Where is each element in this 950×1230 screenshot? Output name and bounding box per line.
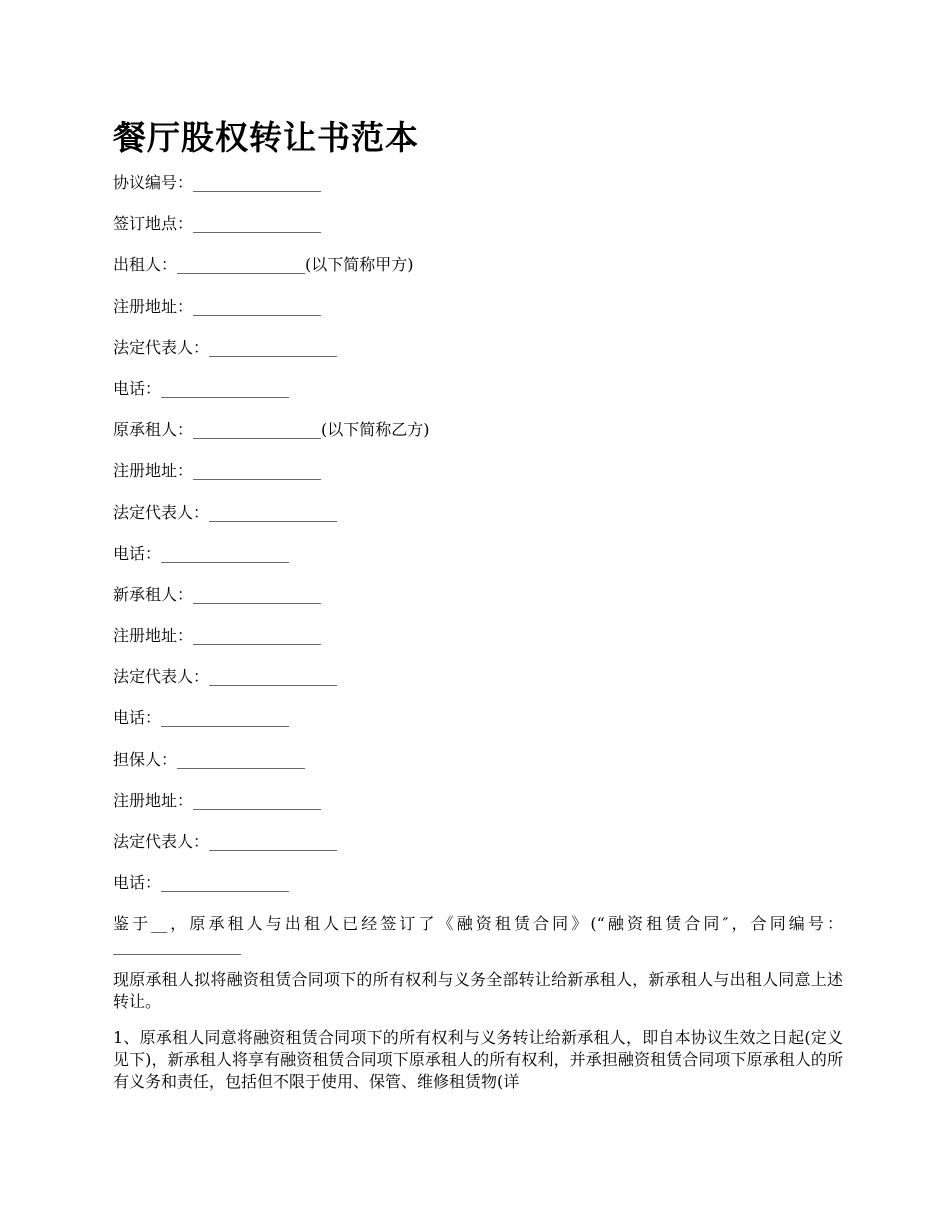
field-blank: ________________ — [193, 173, 322, 192]
field-label: 法定代表人： — [113, 337, 210, 357]
field-label: 法定代表人： — [113, 667, 210, 687]
field-blank: ________________ — [177, 749, 306, 769]
field-label: 电话： — [113, 378, 162, 398]
field-label: 新承租人： — [113, 584, 194, 604]
field-blank: ________________ — [193, 296, 322, 316]
field-original-lessee-representative — [113, 502, 843, 524]
field-blank: ________________ — [209, 502, 338, 522]
field-lessor-phone — [113, 378, 843, 400]
field-suffix: (以下简称乙方) — [321, 420, 430, 440]
field-guarantor-address — [113, 790, 843, 812]
field-blank: ________________ — [209, 667, 338, 687]
field-label: 担保人： — [113, 749, 178, 769]
field-lessor-address — [113, 296, 843, 318]
field-lessor — [113, 254, 843, 276]
field-label: 法定代表人： — [113, 502, 210, 522]
field-original-lessee-address — [113, 460, 843, 482]
field-blank: ________________ — [193, 461, 322, 481]
field-new-lessee-address — [113, 625, 843, 647]
field-original-lessee — [113, 419, 843, 441]
field-blank: ________________ — [177, 255, 306, 275]
field-suffix: (以下简称甲方) — [305, 255, 414, 275]
field-label: 电话： — [113, 708, 162, 728]
field-new-lessee — [113, 584, 843, 606]
field-agreement-number — [113, 172, 843, 194]
field-guarantor-representative — [113, 831, 843, 853]
paragraph-clause-1: 1、原承租人同意将融资租赁合同项下的所有权利与义务转让给新承租人，即自本协议生效之日起(定义见下)，新承租人将享有融资租赁合同项下原承租人的所有权利，并承担融资租赁合同项下原承租人的所有义务和责任，包括但不限于使用、保管、维修租赁物(详 — [113, 1028, 843, 1092]
field-label: 原承租人： — [113, 420, 194, 440]
field-original-lessee-phone — [113, 543, 843, 565]
field-blank: ________________ — [193, 790, 322, 810]
field-label: 电话： — [113, 543, 162, 563]
field-signing-place — [113, 213, 843, 235]
field-label: 签订地点： — [113, 214, 194, 234]
field-new-lessee-representative — [113, 666, 843, 688]
field-blank: ________________ — [193, 214, 322, 234]
field-label: 注册地址： — [113, 296, 194, 316]
field-lessor-representative — [113, 337, 843, 359]
field-label: 协议编号： — [113, 173, 194, 192]
field-blank: ________________ — [161, 378, 290, 398]
document-title: 餐厅股权转让书范本 — [113, 118, 419, 157]
field-blank: ________________ — [193, 420, 322, 440]
field-blank: ________________ — [161, 708, 290, 728]
field-blank: ________________ — [161, 873, 290, 893]
field-guarantor-phone — [113, 872, 843, 894]
paragraph-transfer-intent: 现原承租人拟将融资租赁合同项下的所有权利与义务全部转让给新承租人，新承租人与出租人同意上述转让。 — [113, 970, 843, 1012]
party-fields — [113, 172, 843, 894]
field-label: 注册地址： — [113, 790, 194, 810]
field-blank: ________________ — [193, 626, 322, 646]
field-blank: ________________ — [193, 584, 322, 604]
field-label: 电话： — [113, 873, 162, 893]
field-label: 注册地址： — [113, 626, 194, 646]
field-blank: ________________ — [209, 337, 338, 357]
field-new-lessee-phone — [113, 707, 843, 729]
field-blank: ________________ — [209, 832, 338, 851]
field-label: 法定代表人： — [113, 832, 210, 851]
field-blank: ________________ — [161, 543, 290, 563]
field-label: 注册地址： — [113, 461, 194, 481]
paragraph-recital: 鉴于__，原承租人与出租人已经签订了《融资租赁合同》(“融资租赁合同″，合同编号：________________ — [113, 914, 843, 956]
field-label: 出租人： — [113, 255, 178, 275]
document-page — [113, 118, 843, 1107]
field-guarantor — [113, 749, 843, 771]
